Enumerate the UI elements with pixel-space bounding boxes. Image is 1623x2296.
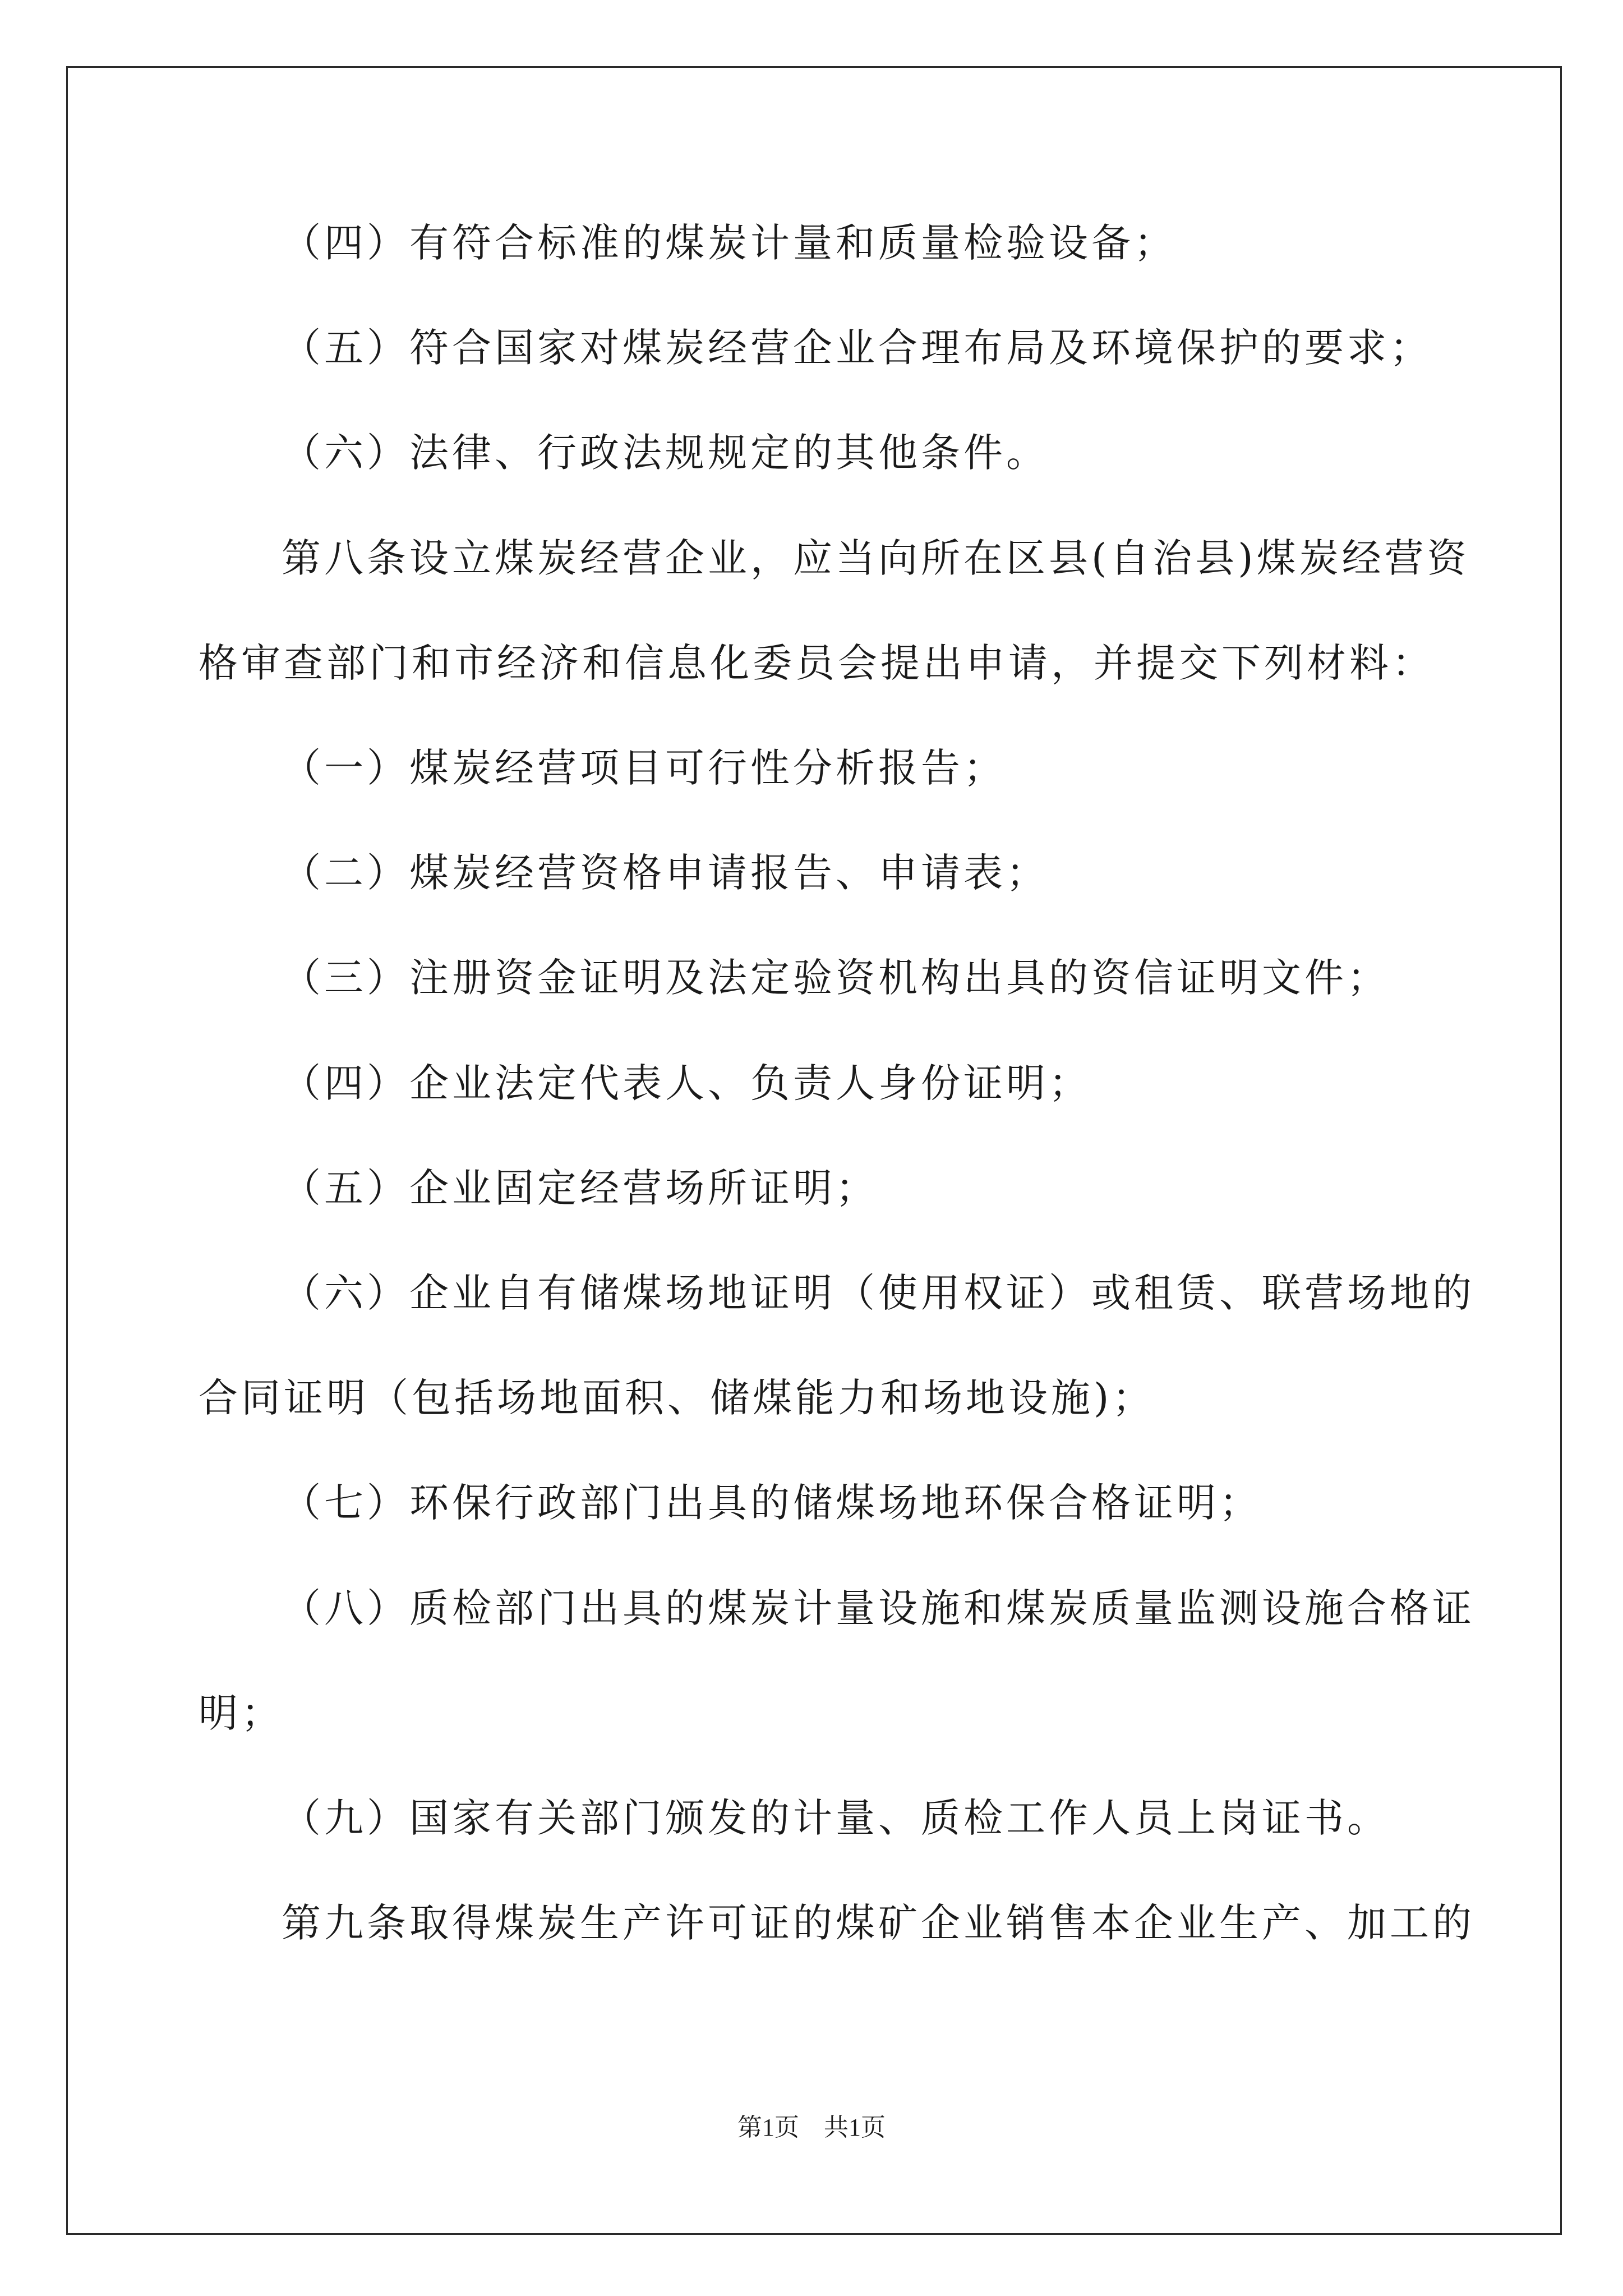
text-line: 明； [199,1690,284,1736]
text-line: （九）国家有关部门颁发的计量、质检工作人员上岗证书。 [282,1795,1390,1841]
text-line: 第九条取得煤炭生产许可证的煤矿企业销售本企业生产、加工的 [282,1900,1475,1946]
text-line: （二）煤炭经营资格申请报告、申请表； [282,850,1049,896]
text-line: 格审查部门和市经济和信息化委员会提出申请，并提交下列材料： [199,640,1435,686]
text-line: 合同证明（包括场地面积、储煤能力和场地设施)； [199,1375,1155,1421]
text-line: （八）质检部门出具的煤炭计量设施和煤炭质量监测设施合格证 [282,1585,1475,1631]
text-line: （一）煤炭经营项目可行性分析报告； [282,745,1006,791]
text-line: （五）符合国家对煤炭经营企业合理布局及环境保护的要求； [282,325,1432,371]
text-line: （六）企业自有储煤场地证明（使用权证）或租赁、联营场地的 [282,1270,1475,1316]
text-line: 第八条设立煤炭经营企业，应当向所在区县(自治县)煤炭经营资 [282,535,1470,581]
page-number-footer: 第1页 共1页 [737,2114,886,2141]
text-line: （五）企业固定经营场所证明； [282,1165,878,1211]
text-line: （三）注册资金证明及法定验资机构出具的资信证明文件； [282,955,1390,1001]
text-line: （七）环保行政部门出具的储煤场地环保合格证明； [282,1480,1262,1526]
text-line: （六）法律、行政法规规定的其他条件。 [282,430,1049,476]
text-line: （四）企业法定代表人、负责人身份证明； [282,1060,1091,1106]
text-line: （四）有符合标准的煤炭计量和质量检验设备； [282,220,1177,266]
